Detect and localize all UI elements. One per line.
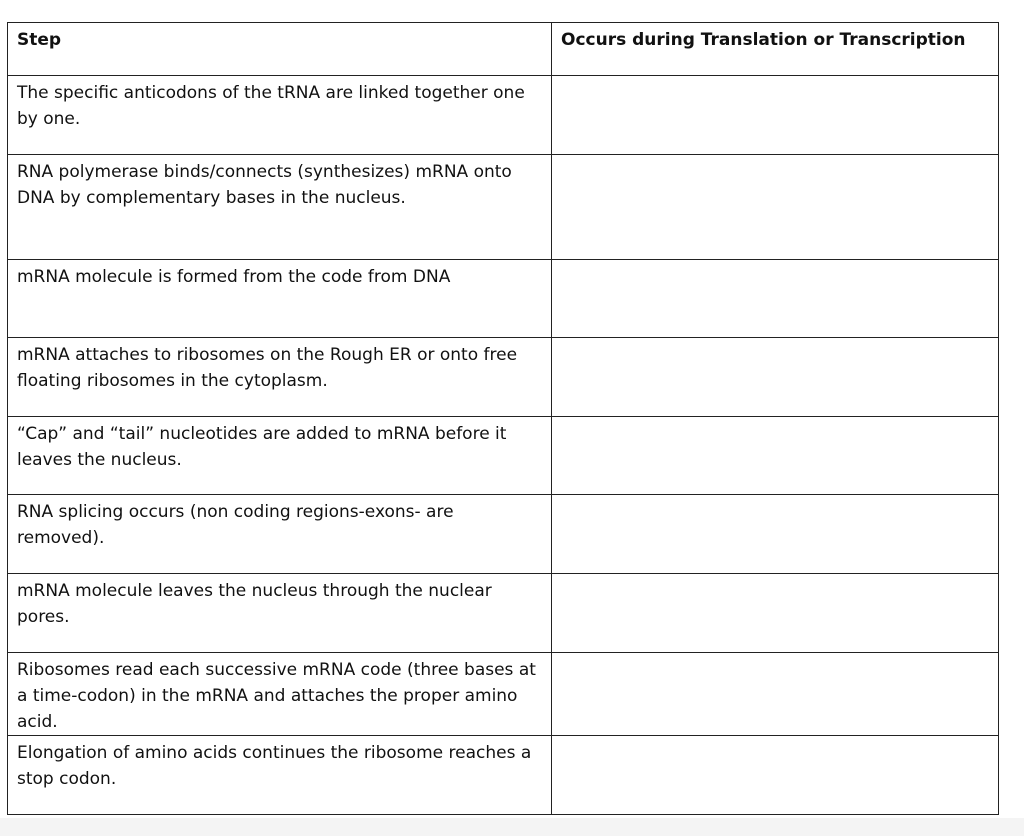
answer-cell[interactable] — [552, 338, 999, 417]
answer-cell[interactable] — [552, 260, 999, 338]
table-row — [8, 736, 999, 815]
table-row — [8, 574, 999, 653]
table-row — [8, 76, 999, 155]
header-row — [8, 23, 999, 76]
step-cell: The specific anticodons of the tRNA are linked together one by one. — [8, 76, 552, 155]
step-cell: RNA polymerase binds/connects (synthesizes) mRNA onto DNA by complementary bases in the nucleus. — [8, 155, 552, 260]
header-occurs: Occurs during Translation or Transcription — [552, 23, 999, 76]
answer-cell[interactable] — [552, 76, 999, 155]
step-cell: mRNA attaches to ribosomes on the Rough ER or onto free floating ribosomes in the cytoplasm. — [8, 338, 552, 417]
step-cell: Elongation of amino acids continues the ribosome reaches a stop codon. — [8, 736, 552, 815]
step-cell: “Cap” and “tail” nucleotides are added to mRNA before it leaves the nucleus. — [8, 417, 552, 495]
worksheet-table — [7, 22, 999, 815]
answer-cell[interactable] — [552, 574, 999, 653]
step-cell: mRNA molecule leaves the nucleus through the nuclear pores. — [8, 574, 552, 653]
step-cell: mRNA molecule is formed from the code from DNA — [8, 260, 552, 338]
answer-cell[interactable] — [552, 495, 999, 574]
step-cell: RNA splicing occurs (non coding regions-exons- are removed). — [8, 495, 552, 574]
answer-cell[interactable] — [552, 155, 999, 260]
table-row — [8, 417, 999, 495]
table-row — [8, 338, 999, 417]
step-cell: Ribosomes read each successive mRNA code (three bases at a time-codon) in the mRNA and attaches the proper amino acid. — [8, 653, 552, 736]
table-row — [8, 260, 999, 338]
table-row — [8, 495, 999, 574]
answer-cell[interactable] — [552, 653, 999, 736]
table-row — [8, 653, 999, 736]
answer-cell[interactable] — [552, 736, 999, 815]
answer-cell[interactable] — [552, 417, 999, 495]
header-step: Step — [8, 23, 552, 76]
table-row — [8, 155, 999, 260]
page-bottom-margin — [0, 818, 1024, 836]
